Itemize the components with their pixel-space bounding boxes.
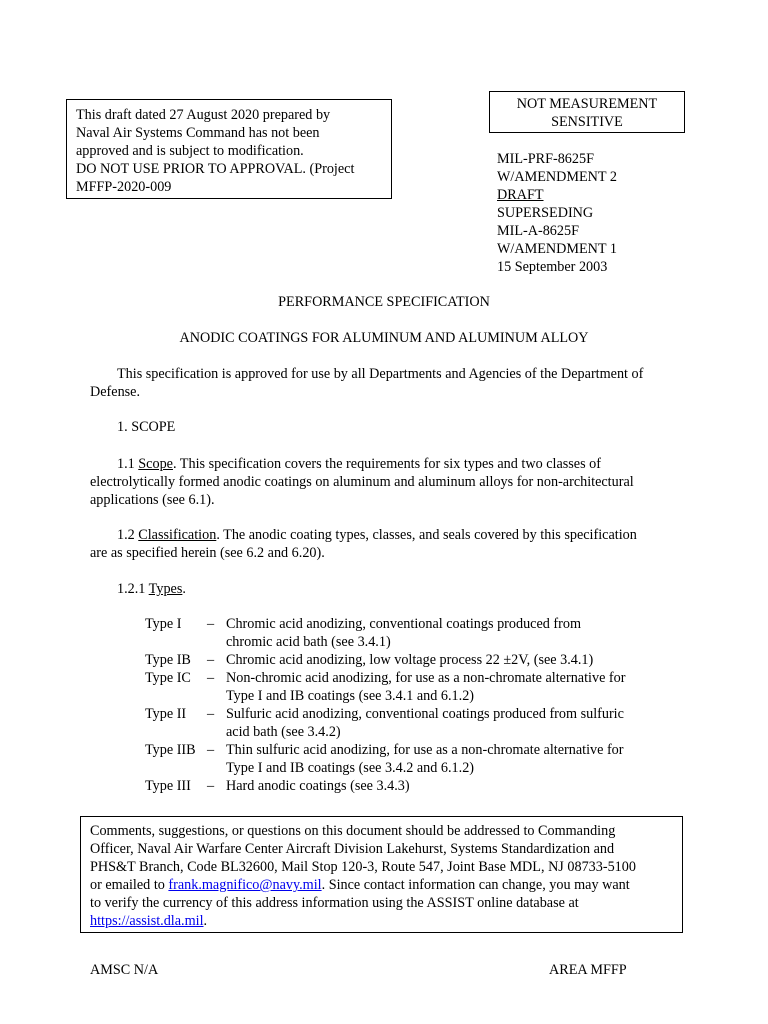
section-1-1-number: 1.1	[117, 456, 139, 472]
section-1-2-1-term: Types	[148, 581, 183, 597]
type-name: Type IIB	[145, 742, 196, 758]
comments-line-4-post: . Since contact information can change, you may want	[321, 877, 630, 893]
comments-line-5: to verify the currency of this address information using the ASSIST online database at	[90, 895, 579, 911]
type-desc-line-1: Sulfuric acid anodizing, conventional coatings produced from sulfuric	[226, 706, 624, 722]
type-desc-line-2: Type I and IB coatings (see 3.4.1 and 6.1.2)	[226, 688, 475, 704]
draft-notice-line: DO NOT USE PRIOR TO APPROVAL. (Project	[76, 161, 355, 177]
measurement-line-2: SENSITIVE	[551, 114, 623, 130]
draft-notice-box	[66, 99, 392, 199]
type-desc-line-1: Hard anodic coatings (see 3.4.3)	[226, 778, 410, 794]
type-desc-line-1: Non-chromic acid anodizing, for use as a non-chromate alternative for	[226, 670, 626, 686]
section-1-1-text: . This specification covers the requirements for six types and two classes of	[172, 456, 601, 472]
section-1-1-line-3: applications (see 6.1).	[90, 492, 215, 508]
type-dash: –	[207, 670, 215, 686]
draft-notice-line: Naval Air Systems Command has not been	[76, 125, 320, 141]
assist-url-link[interactable]: https://assist.dla.mil	[90, 913, 204, 929]
comments-box	[80, 816, 683, 933]
section-1-2-number: 1.2	[117, 527, 139, 543]
type-row	[145, 651, 705, 669]
section-1-2-term: Classification	[138, 527, 217, 543]
section-1-1	[90, 455, 690, 509]
old-doc-number: MIL-A-8625F	[497, 223, 579, 239]
draft-notice-line: approved and is subject to modification.	[76, 143, 304, 159]
type-desc-line-2: chromic acid bath (see 3.4.1)	[226, 634, 391, 650]
measurement-sensitivity-box	[489, 91, 685, 133]
document-title: ANODIC COATINGS FOR ALUMINUM AND ALUMINUM ALLOY	[179, 330, 589, 346]
approval-line-2: Defense.	[90, 384, 141, 400]
section-1-1-term: Scope	[138, 456, 173, 472]
doc-date: 15 September 2003	[497, 259, 608, 275]
type-row	[145, 705, 705, 741]
spec-type-heading: PERFORMANCE SPECIFICATION	[278, 294, 490, 310]
type-desc-line-1: Chromic acid anodizing, conventional coatings produced from	[226, 616, 581, 632]
comments-line-6-post: .	[203, 913, 208, 929]
approval-paragraph	[90, 365, 690, 401]
footer-area: AREA MFFP	[549, 962, 627, 978]
type-dash: –	[207, 652, 215, 668]
types-list	[145, 615, 705, 795]
type-desc-line-1: Thin sulfuric acid anodizing, for use as a non-chromate alternative for	[226, 742, 624, 758]
type-dash: –	[207, 616, 215, 632]
type-name: Type I	[145, 616, 182, 632]
type-name: Type IC	[145, 670, 191, 686]
type-row	[145, 669, 705, 705]
old-doc-amendment: W/AMENDMENT 1	[497, 241, 617, 257]
doc-amendment: W/AMENDMENT 2	[497, 169, 617, 185]
type-desc-line-2: Type I and IB coatings (see 3.4.2 and 6.1.2)	[226, 760, 475, 776]
section-1-2	[90, 526, 690, 562]
section-1-1-line-2: electrolytically formed anodic coatings on aluminum and aluminum alloys for non-architectural	[90, 474, 634, 490]
comments-line-3: PHS&T Branch, Code BL32600, Mail Stop 120-3, Route 547, Joint Base MDL, NJ 08733-5100	[90, 859, 636, 875]
type-dash: –	[207, 778, 215, 794]
draft-notice-line: This draft dated 27 August 2020 prepared by	[76, 107, 331, 123]
comments-line-4-pre: or emailed to	[90, 877, 169, 893]
measurement-line-1: NOT MEASUREMENT	[516, 96, 658, 112]
type-desc-line-2: acid bath (see 3.4.2)	[226, 724, 341, 740]
approval-line-1: This specification is approved for use by all Departments and Agencies of the Department of	[117, 366, 644, 382]
draft-notice-line: MFFP-2020-009	[76, 179, 172, 195]
comments-line-2: Officer, Naval Air Warfare Center Aircraft Division Lakehurst, Systems Standardization and	[90, 841, 615, 857]
email-link[interactable]: frank.magnifico@navy.mil	[168, 877, 322, 893]
document-identifier	[497, 150, 617, 276]
superseding-label: SUPERSEDING	[497, 205, 594, 221]
section-1-2-1-end: .	[182, 581, 186, 597]
type-name: Type IB	[145, 652, 191, 668]
section-1-2-1	[90, 580, 690, 598]
comments-line-1: Comments, suggestions, or questions on this document should be addressed to Commanding	[90, 823, 616, 839]
type-name: Type III	[145, 778, 191, 794]
section-1-2-text: . The anodic coating types, classes, and seals covered by this specification	[216, 527, 637, 543]
type-dash: –	[207, 742, 215, 758]
type-row	[145, 615, 705, 651]
footer-amsc: AMSC N/A	[90, 962, 159, 978]
type-desc-line-1: Chromic acid anodizing, low voltage process 22 ±2V, (see 3.4.1)	[226, 652, 594, 668]
scope-heading-text: 1. SCOPE	[117, 419, 176, 435]
doc-number: MIL-PRF-8625F	[497, 151, 594, 167]
type-row	[145, 777, 705, 795]
type-name: Type II	[145, 706, 187, 722]
section-1-2-line-2: are as specified herein (see 6.2 and 6.20).	[90, 545, 325, 561]
scope-heading	[90, 418, 690, 436]
draft-label: DRAFT	[497, 187, 544, 203]
section-1-2-1-number: 1.2.1	[117, 581, 149, 597]
type-row	[145, 741, 705, 777]
type-dash: –	[207, 706, 215, 722]
